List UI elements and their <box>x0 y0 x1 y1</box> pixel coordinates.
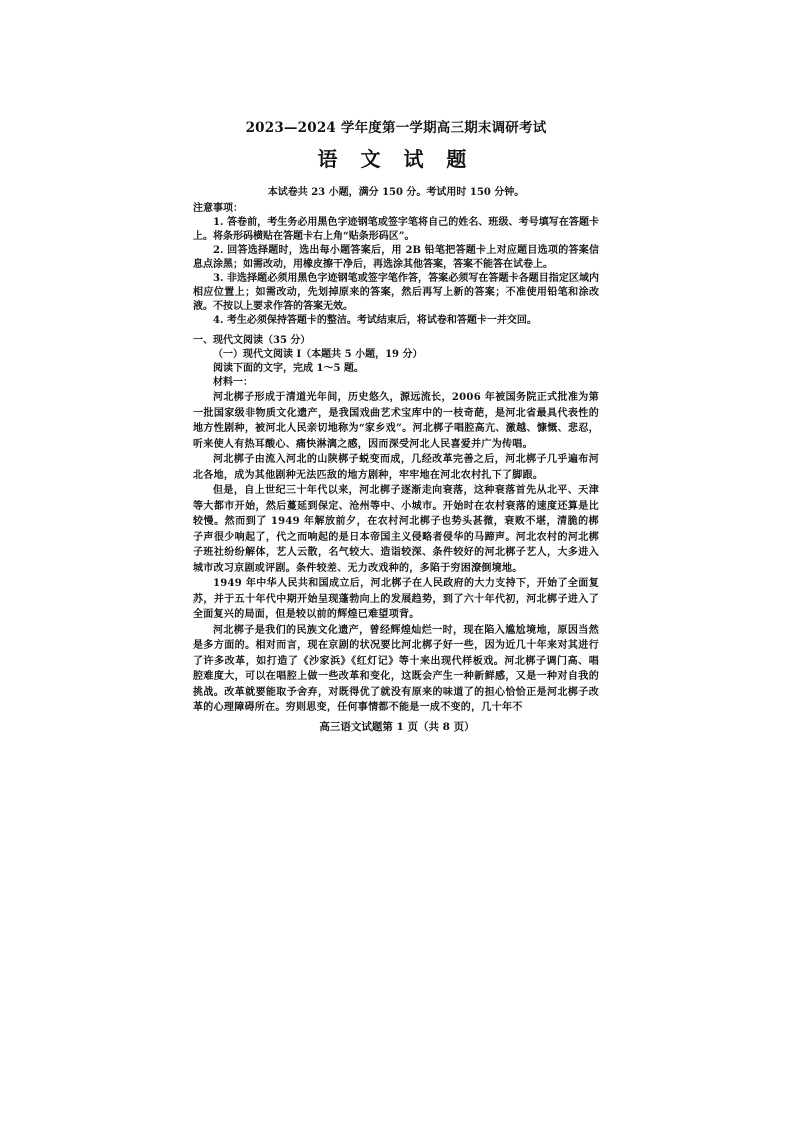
material-paragraph: 1949 年中华人民共和国成立后，河北梆子在人民政府的大力支持下，开始了全面复苏，并于五十年代中期开始呈现蓬勃向上的发展趋势，到了六十年代初，河北梆子进入了全面复兴的局面，但是较以前的辉煌已难望项背。 <box>193 578 599 620</box>
section-subheading: （一）现代文阅读 I（本题共 5 小题，19 分） <box>213 349 423 360</box>
exam-title: 2023—2024 学年度第一学期高三期末调研考试 <box>245 120 547 136</box>
material-label: 材料一： <box>213 377 253 388</box>
section-heading: 一、现代文阅读（35 分） <box>193 335 311 346</box>
page-footer: 高三语文试题第 1 页（共 8 页） <box>319 721 475 733</box>
note-item: 1. 答卷前，考生务必用黑色字迹钢笔或签字笔将自己的姓名、班级、考号填写在答题卡上。将条形码横贴在答题卡右上角“贴条形码区”。 <box>193 217 599 242</box>
subject-title: 语 文 试 题 <box>317 147 475 171</box>
section-instruction: 阅读下面的文字，完成 1～5 题。 <box>213 363 364 374</box>
reading-section <box>193 334 599 716</box>
note-item: 3. 非选择题必须用黑色字迹钢笔或签字笔作答，答案必须写在答题卡各题目指定区域内相应位置上；如需改动，先划掉原来的答案，然后再写上新的答案；不准使用铅笔和涂改液。不按以上要求作答的答案无效。 <box>193 273 599 312</box>
note-item: 2. 回答选择题时，选出每小题答案后，用 2B 铅笔把答题卡上对应题目选项的答案信息点涂黑；如需改动，用橡皮擦干净后，再选涂其他答案，答案不能答在试卷上。 <box>193 245 599 270</box>
notes-heading: 注意事项： <box>193 203 243 214</box>
material-paragraph: 但是，自上世纪三十年代以来，河北梆子逐渐走向衰落，这种衰落首先从北平、天津等大都市开始，然后蔓延到保定、沧州等中、小城市。开始时在农村衰落的速度还算是比较慢。然而到了 1949 年解放前夕，在农村河北梆子也势头甚微，衰败不堪，清脆的梆子声很少响起了，代之而响起的是日本帝国主义侵略者侵华的马蹄声。河北农村的河北梆子班社纷纷解体，艺人云散，名气较大、造诣较深、条件较好的河北梆子艺人，大多进入城市改习京剧或评剧。条件较差、无力改戏种的，多陷于穷困潦倒境地。 <box>193 485 599 574</box>
notes-block <box>193 202 599 328</box>
exam-info: 本试卷共 23 小题，满分 150 分。考试用时 150 分钟。 <box>267 187 525 198</box>
exam-page <box>193 118 599 716</box>
note-item: 4. 考生必须保持答题卡的整洁。考试结束后，将试卷和答题卡一并交回。 <box>213 315 537 326</box>
material-paragraph: 河北梆子形成于清道光年间，历史悠久，源远流长，2006 年被国务院正式批准为第一批国家级非物质文化遗产，是我国戏曲艺术宝库中的一枝奇葩，是河北省最具代表性的地方性剧种，被河北人民亲切地称为“家乡戏”。河北梆子唱腔高亢、激越、慷慨、悲忍，听来使人有热耳酸心、痛快淋漓之感，因而深受河北人民喜爱并广为传唱。 <box>193 392 599 450</box>
material-paragraph: 河北梆子是我们的民族文化遗产，曾经辉煌灿烂一时，现在陷入尴尬境地，原因当然是多方面的。相对而言，现在京剧的状况要比河北梆子好一些，因为近几十年来对其进行了许多改革，如打造了《沙家浜》《红灯记》等十来出现代样板戏。河北梆子调门高、唱腔难度大，可以在唱腔上做一些改革和变化，这既会产生一种新鲜感，又是一种对自我的挑战。改革就要能取予舍弃，对既得优了就没有原来的味道了的担心恰恰正是河北梆子改革的心理障碍所在。穷则思变，任何事情都不能是一成不变的，几十年不 <box>193 624 599 713</box>
material-paragraph: 河北梆子由流入河北的山陕梆子蜕变而成，几经改革完善之后，河北梆子几乎遍布河北各地，成为其他剧种无法匹敌的地方剧种，牢牢地在河北农村扎下了脚跟。 <box>193 454 599 481</box>
